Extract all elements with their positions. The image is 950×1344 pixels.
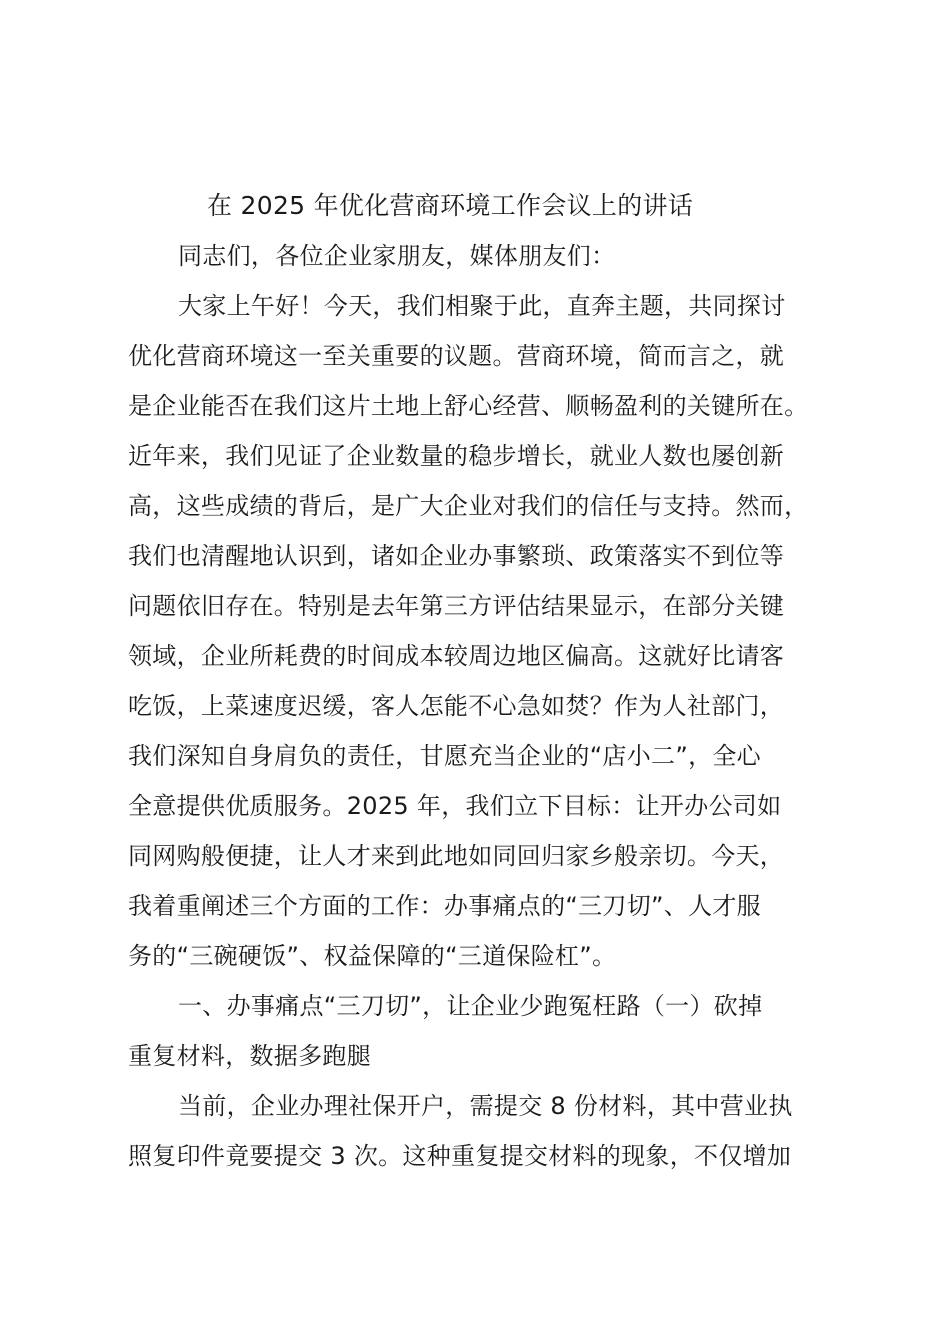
- section-heading-line: 一、办事痛点“三刀切”，让企业少跑冤枉路（一）砍掉: [178, 992, 763, 1020]
- paragraph-line: 我们也清醒地认识到，诸如企业办事繁琐、政策落实不到位等: [128, 542, 785, 570]
- salutation-line: 同志们，各位企业家朋友，媒体朋友们：: [178, 242, 616, 270]
- paragraph-line: 是企业能否在我们这片土地上舒心经营、顺畅盈利的关键所在。: [128, 392, 809, 420]
- paragraph-line: 领域，企业所耗费的时间成本较周边地区偏高。这就好比请客: [128, 642, 785, 670]
- section-heading-line: 重复材料，数据多跑腿: [128, 1042, 371, 1070]
- paragraph-line: 同网购般便捷，让人才来到此地如同回归家乡般亲切。今天，: [128, 842, 785, 870]
- document-title: 在 2025 年优化营商环境工作会议上的讲话: [207, 191, 694, 220]
- paragraph-line: 问题依旧存在。特别是去年第三方评估结果显示，在部分关键: [128, 592, 785, 620]
- paragraph-line: 务的“三碗硬饭”、权益保障的“三道保险杠”。: [128, 942, 617, 970]
- paragraph-line: 照复印件竟要提交 3 次。这种重复提交材料的现象，不仅增加: [128, 1142, 792, 1170]
- paragraph-line: 吃饭，上菜速度迟缓，客人怎能不心急如焚？作为人社部门，: [128, 692, 785, 720]
- paragraph-line: 我着重阐述三个方面的工作：办事痛点的“三刀切”、人才服: [128, 892, 761, 920]
- paragraph-line: 近年来，我们见证了企业数量的稳步增长，就业人数也屡创新: [128, 442, 785, 470]
- paragraph-line: 高，这些成绩的背后，是广大企业对我们的信任与支持。然而，: [128, 492, 809, 520]
- paragraph-line: 全意提供优质服务。2025 年，我们立下目标：让开办公司如: [128, 792, 782, 820]
- paragraph-line: 优化营商环境这一至关重要的议题。营商环境，简而言之，就: [128, 342, 785, 370]
- paragraph-line: 我们深知自身肩负的责任，甘愿充当企业的“店小二”，全心: [128, 742, 761, 770]
- paragraph-line: 当前，企业办理社保开户，需提交 8 份材料，其中营业执: [178, 1092, 793, 1120]
- paragraph-line: 大家上午好！今天，我们相聚于此，直奔主题，共同探讨: [178, 292, 786, 320]
